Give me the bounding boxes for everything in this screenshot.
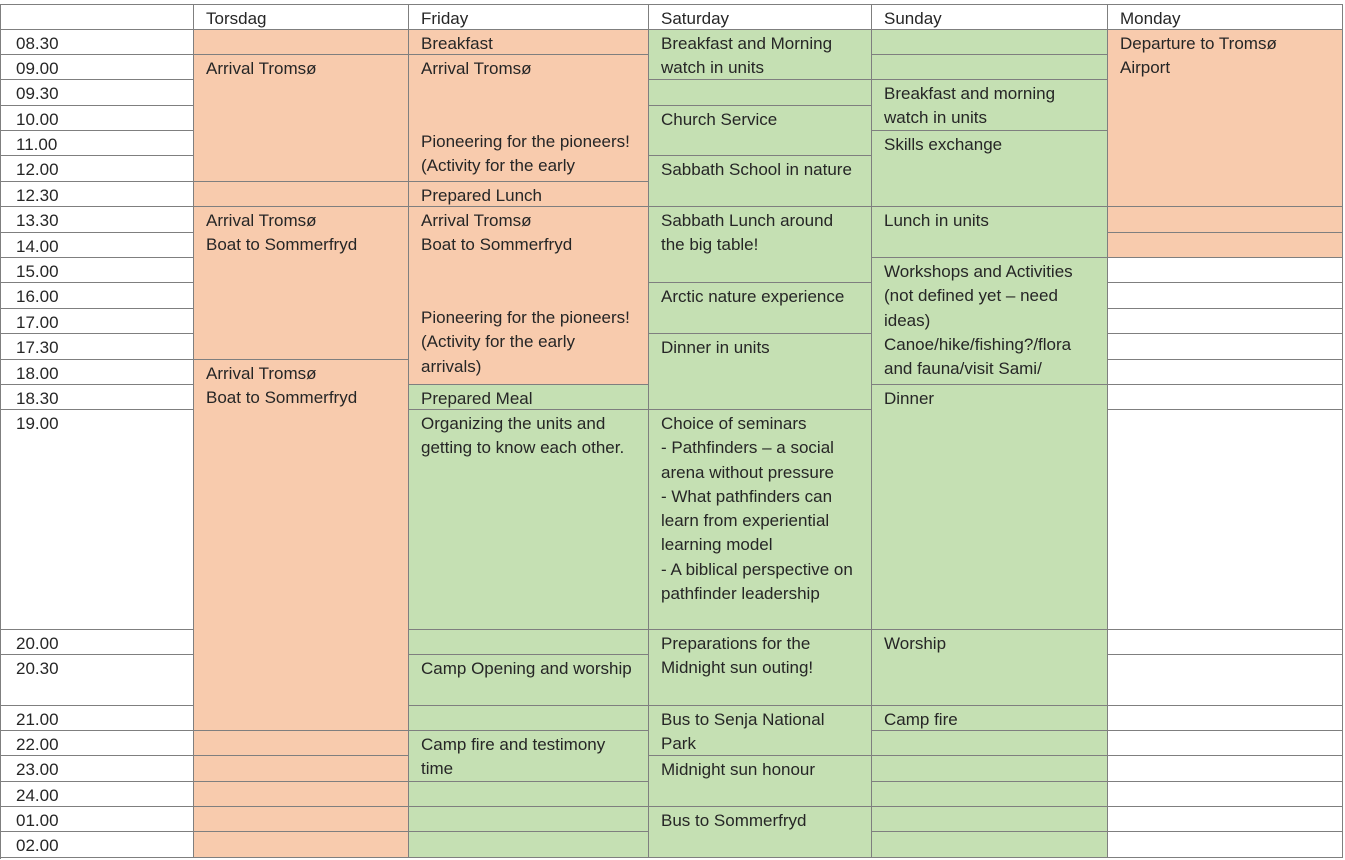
empty-cell	[194, 30, 409, 55]
empty-cell	[872, 731, 1108, 756]
time-cell: 24.00	[0, 782, 194, 807]
event-cell: Arctic nature experience	[649, 283, 872, 334]
empty-cell	[872, 832, 1108, 858]
empty-cell	[1108, 309, 1343, 334]
time-cell: 18.00	[0, 360, 194, 385]
column-header-friday: Friday	[409, 4, 649, 30]
empty-cell	[194, 832, 409, 858]
event-cell: Skills exchange	[872, 131, 1108, 207]
column-header-torsdag: Torsdag	[194, 4, 409, 30]
time-cell: 20.30	[0, 655, 194, 706]
empty-cell	[872, 807, 1108, 832]
column-header-monday: Monday	[1108, 4, 1343, 30]
time-cell: 12.30	[0, 182, 194, 207]
empty-cell	[409, 807, 649, 832]
time-cell: 14.00	[0, 233, 194, 258]
event-cell: Camp fire and testimony time	[409, 731, 649, 782]
empty-cell	[1108, 807, 1343, 832]
event-cell: Bus to Senja National Park	[649, 706, 872, 756]
column-header-saturday: Saturday	[649, 4, 872, 30]
empty-cell	[1108, 334, 1343, 360]
event-cell: Breakfast and Morning watch in units	[649, 30, 872, 80]
time-cell: 17.30	[0, 334, 194, 360]
time-cell: 19.00	[0, 410, 194, 630]
time-cell: 12.00	[0, 156, 194, 182]
empty-cell	[1108, 630, 1343, 655]
event-cell: Bus to Sommerfryd	[649, 807, 872, 858]
event-cell: Prepared Meal	[409, 385, 649, 410]
time-cell: 09.00	[0, 55, 194, 80]
empty-cell	[872, 30, 1108, 55]
empty-cell	[872, 55, 1108, 80]
empty-cell	[649, 80, 872, 106]
event-cell: Organizing the units and getting to know each other.	[409, 410, 649, 630]
event-cell: Dinner	[872, 385, 1108, 630]
event-cell: Lunch in units	[872, 207, 1108, 258]
time-cell: 16.00	[0, 283, 194, 309]
empty-cell	[409, 832, 649, 858]
event-cell: Workshops and Activities (not defined yet – need ideas) Canoe/hike/fishing?/flora and fauna/visit Sami/	[872, 258, 1108, 385]
time-cell: 09.30	[0, 80, 194, 106]
event-cell: Arrival Tromsø Pioneering for the pioneers! (Activity for the early	[409, 55, 649, 182]
event-cell: Sabbath Lunch around the big table!	[649, 207, 872, 283]
column-header-blank	[0, 4, 194, 30]
time-cell: 13.30	[0, 207, 194, 233]
empty-cell	[409, 630, 649, 655]
time-cell: 21.00	[0, 706, 194, 731]
empty-cell	[1108, 207, 1343, 233]
empty-cell	[1108, 410, 1343, 630]
empty-cell	[194, 182, 409, 207]
event-cell: Breakfast and morning watch in units	[872, 80, 1108, 131]
empty-cell	[194, 731, 409, 756]
event-cell: Worship	[872, 630, 1108, 706]
time-cell: 10.00	[0, 106, 194, 131]
empty-cell	[1108, 756, 1343, 782]
empty-cell	[1108, 258, 1343, 283]
empty-cell	[1108, 782, 1343, 807]
empty-cell	[1108, 283, 1343, 309]
event-cell: Camp Opening and worship	[409, 655, 649, 706]
empty-cell	[1108, 706, 1343, 731]
event-cell: Arrival Tromsø Boat to Sommerfryd Pioneering for the pioneers! (Activity for the early arrivals)	[409, 207, 649, 385]
empty-cell	[872, 782, 1108, 807]
empty-cell	[1108, 360, 1343, 385]
empty-cell	[409, 706, 649, 731]
empty-cell	[1108, 233, 1343, 258]
empty-cell	[1108, 832, 1343, 858]
empty-cell	[1108, 731, 1343, 756]
time-cell: 23.00	[0, 756, 194, 782]
column-header-sunday: Sunday	[872, 4, 1108, 30]
event-cell: Prepared Lunch	[409, 182, 649, 207]
empty-cell	[409, 782, 649, 807]
time-cell: 18.30	[0, 385, 194, 410]
event-cell: Sabbath School in nature	[649, 156, 872, 207]
event-cell: Dinner in units	[649, 334, 872, 410]
event-cell: Preparations for the Midnight sun outing!	[649, 630, 872, 706]
empty-cell	[194, 782, 409, 807]
time-cell: 20.00	[0, 630, 194, 655]
time-cell: 11.00	[0, 131, 194, 156]
event-cell: Arrival Tromsø Boat to Sommerfryd	[194, 207, 409, 360]
time-cell: 17.00	[0, 309, 194, 334]
time-cell: 01.00	[0, 807, 194, 832]
time-cell: 08.30	[0, 30, 194, 55]
event-cell: Midnight sun honour	[649, 756, 872, 807]
time-cell: 02.00	[0, 832, 194, 858]
event-cell: Arrival Tromsø	[194, 55, 409, 182]
empty-cell	[872, 756, 1108, 782]
event-cell: Choice of seminars - Pathfinders – a social arena without pressure - What pathfinders can learn from experiential learning model - A biblical perspective on pathfinder leadership	[649, 410, 872, 630]
event-cell: Arrival Tromsø Boat to Sommerfryd	[194, 360, 409, 731]
empty-cell	[194, 807, 409, 832]
event-cell: Church Service	[649, 106, 872, 156]
event-cell: Departure to Tromsø Airport	[1108, 30, 1343, 207]
time-cell: 15.00	[0, 258, 194, 283]
empty-cell	[1108, 385, 1343, 410]
empty-cell	[194, 756, 409, 782]
event-cell: Camp fire	[872, 706, 1108, 731]
empty-cell	[1108, 655, 1343, 706]
event-cell: Breakfast	[409, 30, 649, 55]
time-cell: 22.00	[0, 731, 194, 756]
